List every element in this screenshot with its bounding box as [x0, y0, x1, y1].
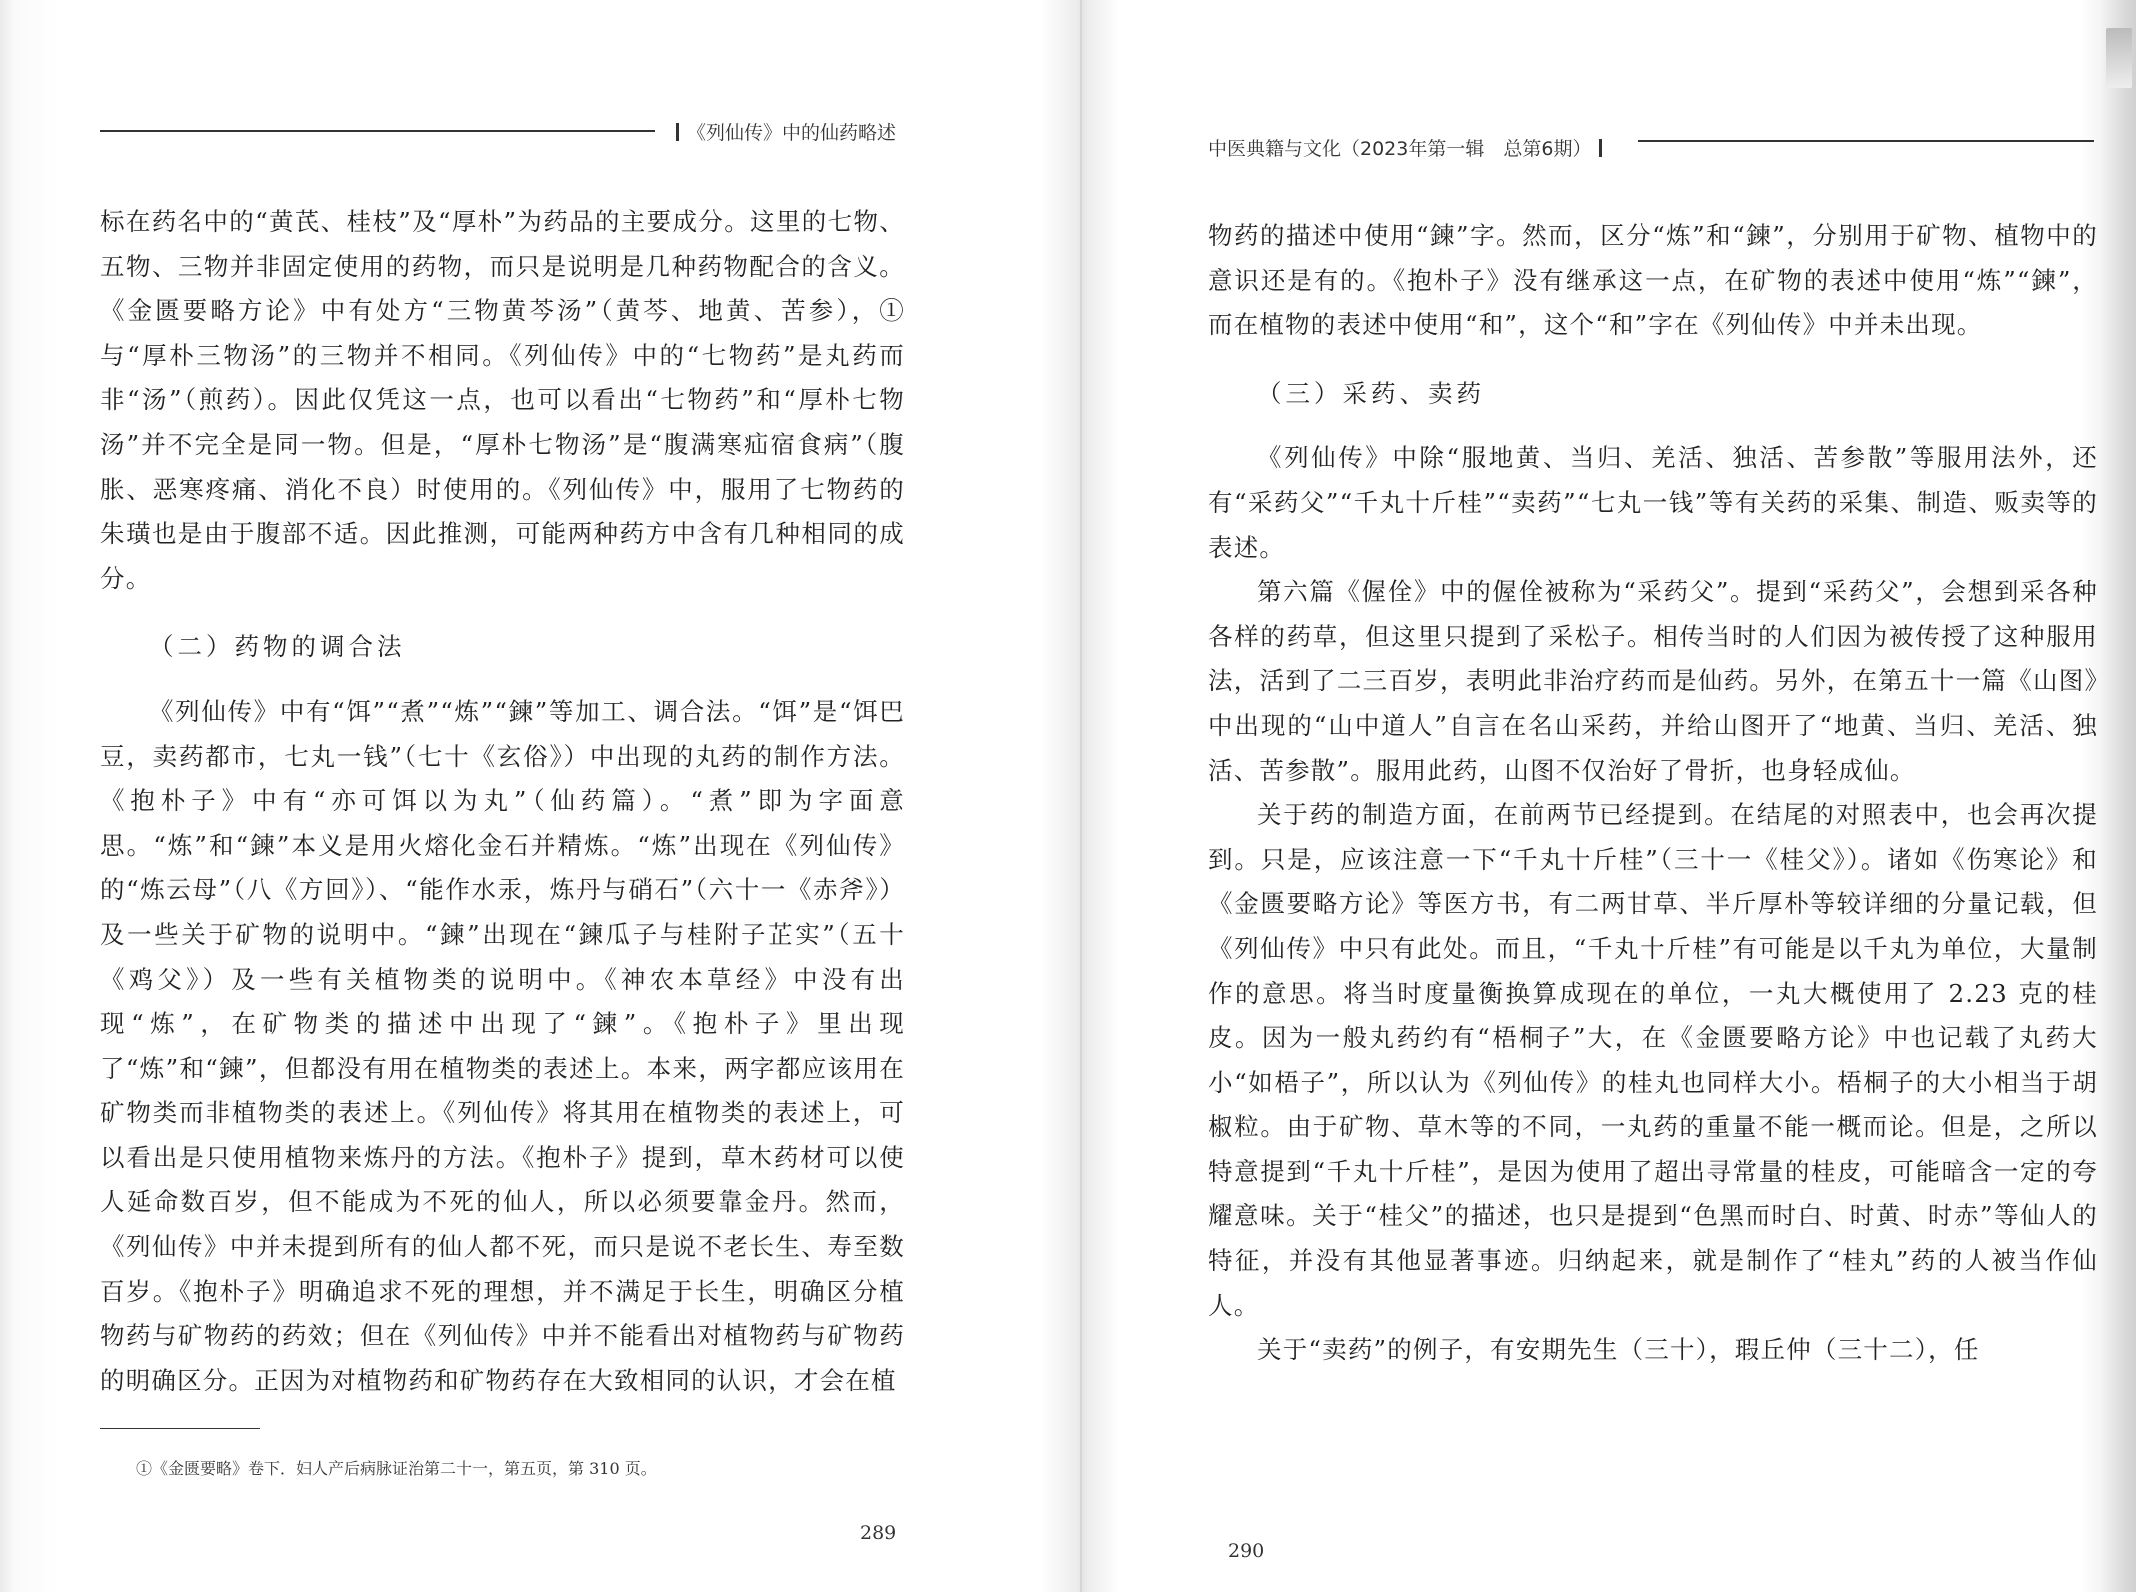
paragraph: 物药的描述中使用“鍊”字。然而，区分“炼”和“鍊”，分别用于矿物、植物中的意识还是有的。《抱朴子》没有继承这一点，在矿物的表述中使用“炼”“鍊”，而在植物的表述中使用“和”，这个“和”字在《列仙传》中并未出现。 [1208, 221, 2098, 340]
page-number-left: 289 [860, 1522, 897, 1544]
right-running-header [1208, 134, 1610, 161]
left-body-text [100, 200, 905, 1403]
section-heading: （二）药物的调合法 [149, 632, 406, 662]
journal-title: 中医典籍与文化（2023年第一辑 总第6期） [1208, 138, 1592, 160]
scan-corner-mark [2106, 28, 2132, 88]
page-edge-shadow [2100, 0, 2136, 1592]
paragraph: 关于药的制造方面，在前两节已经提到。在结尾的对照表中，也会再次提到。只是，应该注意一下“千丸十斤桂”（三十一《桂父》）。诸如《伤寒论》和《金匮要略方论》等医方书，有二两甘草、半斤厚朴等较详细的分量记载，但《列仙传》中只有此处。而且，“千丸十斤桂”有可能是以千丸为单位，大量制作的意思。将当时度量衡换算成现在的单位，一丸大概使用了 2.23 克的桂皮。因为一般丸药约有“梧桐子”大，在《金匮要略方论》中也记载了丸药大小“如梧子”，所以认为《列仙传》的桂丸也同样大小。梧桐子的大小相当于胡椒粒。由于矿物、草木等的不同，一丸药的重量不能一概而论。但是，之所以特意提到“千丸十斤桂”，是因为使用了超出寻常量的桂皮，可能暗含一定的夸耀意味。关于“桂父”的描述，也只是提到“色黑而时白、时黄、时赤”等仙人的特征，并没有其他显著事迹。归纳起来，就是制作了“桂丸”药的人被当作仙人。 [1208, 800, 2098, 1320]
right-page [1080, 0, 2136, 1592]
left-running-header [668, 118, 896, 145]
left-header-title: 《列仙传》中的仙药略述 [687, 122, 897, 144]
left-header-rule [100, 130, 655, 132]
paragraph: 第六篇《偓佺》中的偓佺被称为“采药父”。提到“采药父”，会想到采各种各样的药草，但这里只提到了采松子。相传当时的人们因为被传授了这种服用法，活到了二三百岁，表明此非治疗药而是仙药。另外，在第五十一篇《山图》中出现的“山中道人”自言在名山采药，并给山图开了“地黄、当归、羌活、独活、苦参散”。服用此药，山图不仅治好了骨折，也身轻成仙。 [1208, 577, 2098, 785]
paragraph: 《列仙传》中除“服地黄、当归、羌活、独活、苦参散”等服用法外，还有“采药父”“千丸十斤桂”“卖药”“七丸一钱”等有关药的采集、制造、贩卖等的表述。 [1208, 443, 2098, 562]
header-bar [1599, 139, 1602, 157]
page-number-right: 290 [1228, 1540, 1265, 1562]
paragraph: 标在药名中的“黄芪、桂枝”及“厚朴”为药品的主要成分。这里的七物、五物、三物并非固定使用的药物，而只是说明是几种药物配合的含义。《金匮要略方论》中有处方“三物黄芩汤”（黄芩、地黄、苦参），①与“厚朴三物汤”的三物并不相同。《列仙传》中的“七物药”是丸药而非“汤”（煎药）。因此仅凭这一点，也可以看出“七物药”和“厚朴七物汤”并不完全是同一物。但是，“厚朴七物汤”是“腹满寒疝宿食病”（腹胀、恶寒疼痛、消化不良）时使用的。《列仙传》中，服用了七物药的朱璜也是由于腹部不适。因此推测，可能两种药方中含有几种相同的成分。 [100, 207, 905, 593]
right-header-rule [1638, 140, 2094, 142]
paragraph: 《列仙传》中有“饵”“煮”“炼”“鍊”等加工、调合法。“饵”是“饵巴豆，卖药都市，七丸一钱”（七十《玄俗》）中出现的丸药的制作方法。《抱朴子》中有“亦可饵以为丸”（仙药篇）。“煮”即为字面意思。“炼”和“鍊”本义是用火熔化金石并精炼。“炼”出现在《列仙传》的“炼云母”（八《方回》）、“能作水汞，炼丹与硝石”（六十一《赤斧》）及一些关于矿物的说明中。“鍊”出现在“鍊瓜子与桂附子芷实”（五十《鸡父》）及一些有关植物类的说明中。《神农本草经》中没有出现“炼”，在矿物类的描述中出现了“鍊”。《抱朴子》里出现了“炼”和“鍊”，但都没有用在植物类的表述上。本来，两字都应该用在矿物类而非植物类的表述上。《列仙传》将其用在植物类的表述上，可以看出是只使用植物来炼丹的方法。《抱朴子》提到，草木药材可以使人延命数百岁，但不能成为不死的仙人，所以必须要靠金丹。然而，《列仙传》中并未提到所有的仙人都不死，而只是说不老长生、寿至数百岁。《抱朴子》明确追求不死的理想，并不满足于长生，明确区分植物药与矿物药的药效；但在《列仙传》中并不能看出对植物药与矿物药的明确区分。正因为对植物药和矿物药存在大致相同的认识，才会在植 [100, 696, 905, 1395]
footnote-rule [100, 1428, 260, 1429]
header-bar [676, 123, 679, 141]
footnote: ①《金匮要略》卷下．妇人产后病脉证治第二十一，第五页，第 310 页。 [136, 1459, 657, 1478]
right-body-text [1208, 214, 2098, 1373]
paragraph: 关于“卖药”的例子，有安期先生（三十），瑕丘仲（三十二），任 [1257, 1335, 1980, 1365]
section-heading: （三）采药、卖药 [1257, 378, 1485, 408]
